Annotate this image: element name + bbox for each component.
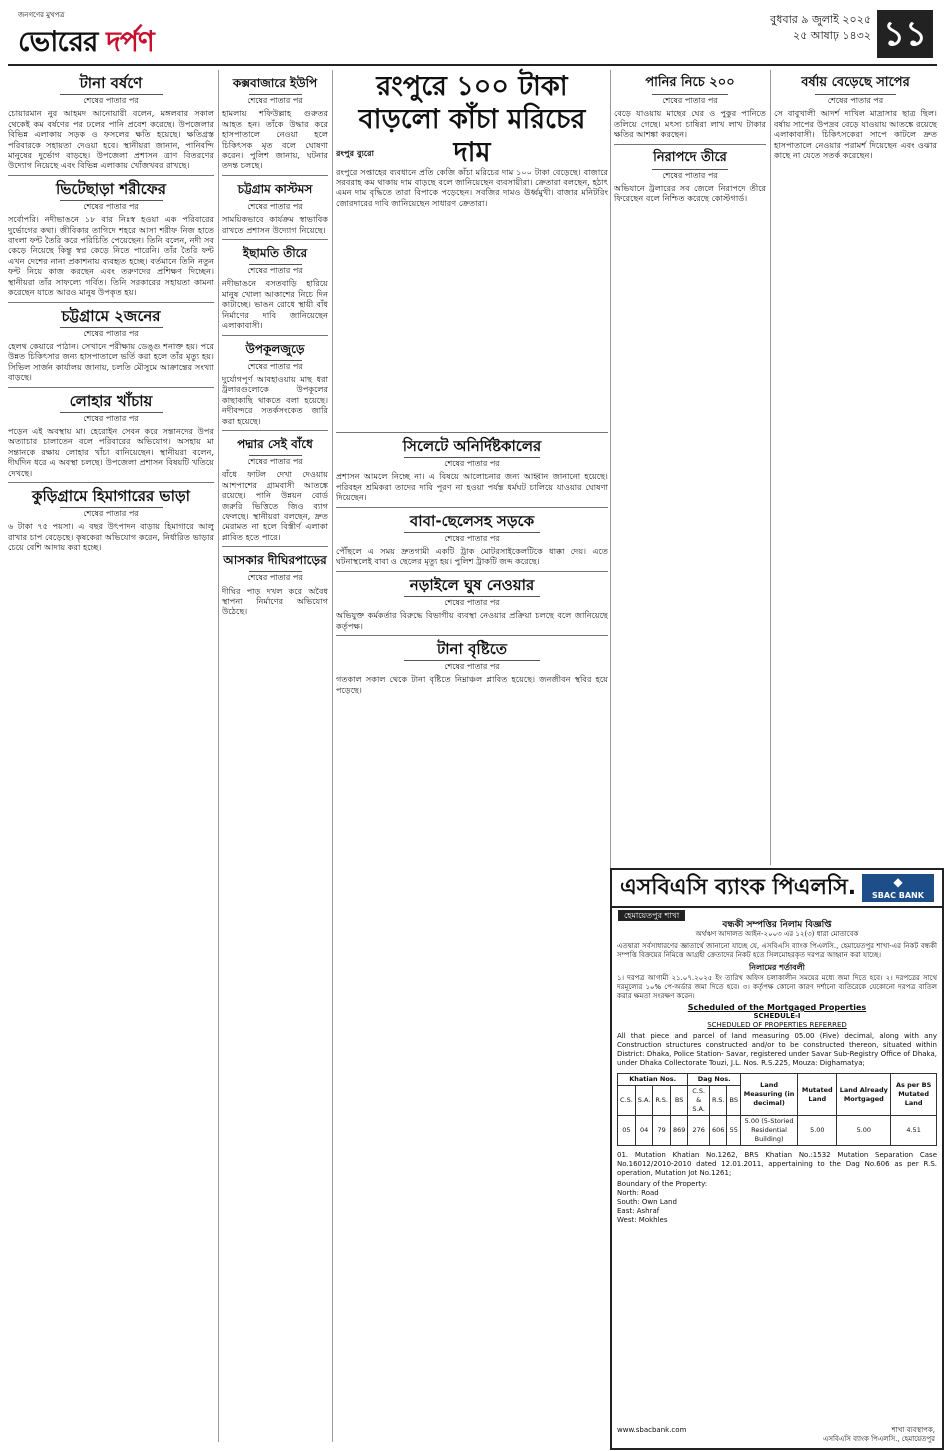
schedule-sub: SCHEDULE-I bbox=[753, 1012, 801, 1020]
schedule-title: Scheduled of the Mortgaged Properties bbox=[687, 1003, 867, 1012]
story-jump: শেষের পাতার পর bbox=[222, 455, 328, 467]
story-jump: শেষের পাতার পর bbox=[222, 360, 328, 372]
column-1 bbox=[8, 70, 214, 1442]
schedule-sub2: SCHEDULED OF PROPERTIES REFERRED bbox=[707, 1021, 847, 1029]
story-jump: শেষের পাতার পর bbox=[222, 571, 328, 583]
table-subheader: C.S. bbox=[618, 1086, 636, 1116]
table-header: Land Measuring (in decimal) bbox=[740, 1074, 797, 1116]
table-subheader: BS bbox=[727, 1086, 740, 1116]
byline: রংপুর ব্যুরো bbox=[336, 148, 375, 158]
story-body: পৌঁছলে এ সময় দ্রুতগামী একটি ট্রাক মোটরসাইকেলটিকে ধাক্কা দেয়। এতে ঘটনাস্থলেই বাবা ও ছেলের মৃত্যু হয়। পুলিশ ট্রাকটি জব্দ করেছে। bbox=[336, 546, 608, 567]
story-headline: সিলেটে অনির্দিষ্টকালের bbox=[402, 437, 542, 455]
story-jump: শেষের পাতার পর bbox=[614, 169, 766, 181]
column-divider bbox=[218, 70, 219, 1442]
table-subheader: S.A. bbox=[635, 1086, 653, 1116]
table-header: Mutated Land bbox=[798, 1074, 837, 1116]
column-divider bbox=[332, 70, 333, 1442]
story-body: সর্বোপরি। নদীভাঙনে ১৮ বার নিঃস্ব হওয়া এক পরিবারের দুর্ভোগের কথা। জীবিকার তাগিদে শহরে আসা শরীফ নিজ হাতে বাংলা ফন্ট তৈরি করে পরিচিতি পেয়েছেন। তিনি বলেন, নদী সব কেড়ে নিয়েছে কিন্তু স্বপ্ন কেড়ে নিতে পারেনি। তাঁর তৈরি ফন্ট এখন দেশের নানা প্রকাশনায় ব্যবহৃত হচ্ছে। বর্তমানে তিনি নতুন ফন্ট নিয়ে কাজ করছেন এবং তরুণদের প্রশিক্ষণ দিচ্ছেন। স্থানীয়রা তাঁর সাফল্যে গর্বিত। তিনি সরকারের সহায়তা কামনা করেছেন যাতে আরও মানুষ উপকৃত হয়। bbox=[8, 214, 214, 298]
story-body: দীঘির পাড় দখল করে অবৈধ স্থাপনা নির্মাণের অভিযোগ উঠেছে। bbox=[222, 585, 328, 617]
story-body: দুর্যোগপূর্ণ আবহাওয়ায় মাছ ধরা ট্রলারগুলোকে উপকূলের কাছাকাছি থাকতে বলা হয়েছে। নদীবন্দরে সতর্কসংকেত জারি করা হয়েছে। bbox=[222, 373, 328, 426]
table-subheader: R.S. bbox=[709, 1086, 727, 1116]
story-body: পড়েন এই অবস্থায় মা। হেরোইন সেবন করে সন্তানদের উপর অত্যাচার চালাতেন বলে পরিবারের অভিযোগ। অসহায় মা সন্তানকে রক্ষায় লোহার খাঁচা বানিয়েছেন। স্থানীয়রা বলেন, দীর্ঘদিন ধরে এ অবস্থা চলছে। উপজেলা প্রশাসন বিষয়টি খতিয়ে দেখছে। bbox=[8, 425, 214, 478]
story-body: বেড়ে যাওয়ায় মাছের ঘের ও পুকুর পানিতে তলিয়ে গেছে। মৎস্য চাষিরা লাখ লাখ টাকার ক্ষতির আশঙ্কা করছেন। bbox=[614, 108, 766, 140]
table-subheader: R.S. bbox=[653, 1086, 671, 1116]
story-body: হামলায় শফিউল্লাহ গুরুতর আহত হন। তাঁকে উদ্ধার করে হাসপাতালে নেওয়া হলে চিকিৎসক মৃত বলে ঘোষণা করেন। পুলিশ জানায়, ঘটনার তদন্ত চলছে। bbox=[222, 108, 328, 171]
story-body: ৬ টাকা ৭৫ পয়সা। এ বছর উৎপাদন বাড়ায় হিমাগারে আলু রাখার চাপ বেড়েছে। কৃষকেরা অভিযোগ করেন, নির্ধারিত ভাড়ার চেয়ে বেশি আদায় করা হচ্ছে। bbox=[8, 521, 214, 553]
story-headline: কক্সবাজারে ইউপি bbox=[232, 76, 318, 90]
story-body: বাঁধে ফাটল দেখা দেওয়ায় আশপাশের গ্রামবাসী আতঙ্কে রয়েছে। পানি উন্নয়ন বোর্ড জরুরি ভিত্তিতে জিও ব্যাগ ফেলছে। স্থানীয়রা বলছেন, দ্রুত মেরামত না হলে বিস্তীর্ণ এলাকা প্লাবিত হতে পারে। bbox=[222, 469, 328, 542]
column-2 bbox=[222, 70, 328, 1442]
bank-auction-ad bbox=[610, 868, 944, 1450]
story-headline: পানির নিচে ২০০ bbox=[645, 75, 735, 90]
story-headline: টানা বর্ষণে bbox=[79, 74, 143, 92]
story-headline: বাবা-ছেলেসহ সড়কে bbox=[409, 511, 535, 530]
story-jump: শেষের পাতার পর bbox=[336, 457, 608, 469]
story-headline: নড়াইলে ঘুষ নেওয়ার bbox=[409, 575, 535, 594]
branch-label: হেমায়েতপুর শাখা bbox=[618, 910, 685, 921]
story-body: অভিযানে ট্রলারের সব জেলে নিরাপদে তীরে ফিরেছেন বলে নিশ্চিত করেছে কোস্টগার্ড। bbox=[614, 183, 766, 204]
schedule-text: All that piece and parcel of land measuring 05.00 (Five) decimal, along with any Construction structures constructed and/or to be constructed thereon, situated within District: Dhaka, Police Station- Savar, registered under Savar Sub-Registry Office of Dhaka, under Dhaka Collectorate Touzi, J.L. Nos. R.S.225, Mouza: Dighamatya; bbox=[617, 1032, 937, 1067]
terms-text: ১। দরপত্র আগামী ২১.০৭.২০২৫ ইং তারিখ অফিস চলাকালীন সময়ের মধ্যে জমা দিতে হবে। ২। দরপত্রের সাথে দরমূল্যের ১০% পে-অর্ডার জমা দিতে হবে। ৩। কর্তৃপক্ষ কোনো কারণ দর্শানো ব্যতিরেকে যেকোনো দরপত্র বাতিল করার ক্ষমতা সংরক্ষণ করেন। bbox=[617, 974, 937, 1000]
story-headline: ইছামতি তীরে bbox=[242, 246, 308, 261]
story-body: হেলথ কেয়ারে পাঠান। সেখানে পরীক্ষায় ডেঙ্গু শনাক্ত হয়। পরে উন্নত চিকিৎসার জন্য হাসপাতালে ভর্তি করা হলে তাঁর মৃত্যু হয়। সিভিল সার্জন কার্যালয় জানায়, চলতি মৌসুমে আক্রান্তের সংখ্যা বাড়ছে। bbox=[8, 340, 214, 383]
bank-logo: ◆ SBAC BANK bbox=[862, 874, 934, 902]
table-header: Khatian Nos. bbox=[618, 1074, 688, 1086]
mutation-text: 01. Mutation Khatian No.1262, BRS Khatian No.:1532 Mutation Separation Case No.16012/2010-2010 dated 12.01.2011, appertaining to the Dag No.606 as per R.S. operation, Mutation Jot No.1261; bbox=[617, 1151, 937, 1177]
tagline: জনগণের মুখপত্র bbox=[18, 11, 65, 19]
story-headline: বর্ষায় বেড়েছে সাপের bbox=[801, 75, 910, 90]
story-headline: আসকার দীঘিরপাড়ের bbox=[223, 553, 327, 568]
page-number: ১১ bbox=[877, 10, 933, 58]
story-headline: নিরাপদে তীরে bbox=[653, 149, 727, 165]
story-headline: উপকূলজুড়ে bbox=[245, 341, 305, 356]
story-jump: শেষের পাতার পর bbox=[8, 200, 214, 212]
signer: শাখা ব্যবস্থাপক, এসবিএসি ব্যাংক পিএলসি., হেমায়েতপুর bbox=[823, 1426, 935, 1443]
table-subheader: BS bbox=[670, 1086, 687, 1116]
property-table bbox=[617, 1073, 937, 1146]
story-jump: শেষের পাতার পর bbox=[8, 507, 214, 519]
table-row: 05 04 79 869 276 606 55 5.00 (5-Storied Residential Building) 5.00 5.00 4.51 bbox=[618, 1116, 937, 1146]
ad-footer bbox=[617, 1426, 935, 1444]
table-subheader: C.S. & S.A. bbox=[688, 1086, 710, 1116]
column-5 bbox=[774, 70, 937, 865]
column-divider bbox=[770, 70, 771, 865]
column-4 bbox=[614, 70, 766, 865]
story-headline: চট্টগ্রামে ২জনের bbox=[61, 306, 161, 325]
table-header: Land Already Mortgaged bbox=[837, 1074, 891, 1116]
column-3 bbox=[336, 428, 608, 1442]
bank-website[interactable]: www.sbacbank.com bbox=[617, 1426, 687, 1434]
story-headline: চট্টগ্রাম কাস্টমস bbox=[237, 181, 313, 196]
story-jump: শেষের পাতার পর bbox=[8, 412, 214, 424]
masthead bbox=[8, 6, 937, 66]
story-body: রংপুরে সপ্তাহের ব্যবধানে প্রতি কেজি কাঁচা মরিচের দাম ১০০ টাকা বেড়েছে। বাজারে সরবরাহ কম থাকায় দাম বাড়ছে বলে জানিয়েছেন ব্যবসায়ীরা। ক্রেতারা বলছেন, হঠাৎ এমন দাম বৃদ্ধিতে তারা বিপাকে পড়েছেন। সবজির দামও ঊর্ধ্বমুখী। বাজার মনিটরিং জোরদারের দাবি জানিয়েছেন সাধারণ ক্রেতারা। bbox=[336, 166, 608, 208]
lead-headline: রংপুরে ১০০ টাকা বাড়লো কাঁচা মরিচের দাম bbox=[358, 71, 586, 168]
story-jump: শেষের পাতার পর bbox=[336, 660, 608, 672]
story-body: চোয়ারমান নুর আহমদ আনোয়ারী বলেন, মঙ্গলবার সকাল থেকেই কম বর্ষণের পর ঢলের পানি প্রবেশ করেছে। উপজেলার বিভিন্ন এলাকায় সড়ক ও ফসলের ক্ষতি হয়েছে। ক্ষতিগ্রস্ত পরিবারকে সহায়তা দেওয়া হবে। স্থানীয়রা জানান, পানিবন্দি মানুষের দুর্ভোগ বাড়ছে। উপজেলা প্রশাসন ত্রাণ বিতরণের উদ্যোগ নিয়েছে এবং বিভিন্ন এলাকায় খোঁজখবর রাখছে। bbox=[8, 108, 214, 171]
story-jump: শেষের পাতার পর bbox=[222, 264, 328, 276]
story-headline: পদ্মার সেই বাঁধে bbox=[237, 436, 313, 451]
weekday-date: বুধবার ৯ জুলাই ২০২৫ bbox=[770, 13, 871, 26]
newspaper-logo: ভোরের দর্পণ bbox=[18, 25, 154, 58]
table-header: Dag Nos. bbox=[688, 1074, 741, 1086]
story-jump: শেষের পাতার পর bbox=[336, 596, 608, 608]
terms-title: নিলামের শর্তাবলী bbox=[749, 963, 805, 972]
bangla-date: ২৫ আষাঢ় ১৪৩২ bbox=[793, 29, 871, 42]
story-body: সে বাবুখালী আদর্শ দাখিল মাদ্রাসার ছাত্র ছিল। বর্ষায় সাপের উপদ্রব বেড়ে যাওয়ায় আতঙ্কে রয়েছে এলাকাবাসী। চিকিৎসকেরা সাপে কাটলে দ্রুত হাসপাতালে নেওয়ার পরামর্শ দিয়েছেন এবং ওঝার কাছে না যেতে সতর্ক করেছেন। bbox=[774, 108, 937, 161]
story-body: সাময়িকভাবে কার্যক্রম স্বাভাবিক রাখতে প্রশাসন উদ্যোগ নিয়েছে। bbox=[222, 214, 328, 235]
story-headline: লোহার খাঁচায় bbox=[69, 391, 153, 410]
table-header: As per BS Mutated Land bbox=[891, 1074, 937, 1116]
story-jump: শেষের পাতার পর bbox=[222, 200, 328, 212]
story-jump: শেষের পাতার পর bbox=[8, 327, 214, 339]
story-body: প্রশাসন আমলে নিচ্ছে না। এ বিষয়ে আলোচনার জন্য আহ্বান জানানো হয়েছে। পরিবহন শ্রমিকরা তাদের দাবি পূরণ না হওয়া পর্যন্ত ধর্মঘট চালিয়ে যাওয়ার ঘোষণা দিয়েছেন। bbox=[336, 471, 608, 503]
story-headline: ভিটেছাড়া শরীফের bbox=[55, 179, 167, 198]
story-jump: শেষের পাতার পর bbox=[614, 94, 766, 106]
story-headline: টানা বৃষ্টিতে bbox=[437, 640, 507, 659]
story-body: গতকাল সকাল থেকে টানা বৃষ্টিতে নিম্নাঞ্চল প্লাবিত হয়েছে। জনজীবন স্থবির হয়ে পড়েছে। bbox=[336, 674, 608, 695]
lead-story bbox=[336, 148, 608, 418]
story-jump: শেষের পাতার পর bbox=[774, 94, 937, 106]
story-jump: শেষের পাতার পর bbox=[8, 94, 214, 106]
story-jump: শেষের পাতার পর bbox=[222, 94, 328, 106]
notice-intro: এতদ্বারা সর্বসাধারণের জ্ঞাতার্থে জানানো যাচ্ছে যে, এসবিএসি ব্যাংক পিএলসি., হেমায়েতপুর শাখা-এর নিকট বন্ধকী সম্পত্তি বিক্রয়ের নিমিত্তে আগ্রহী ক্রেতাদের নিকট হতে সিলমোহরকৃত দরপত্র আহ্বান করা যাচ্ছে। bbox=[617, 942, 937, 959]
notice-law: অর্থঋণ আদালত আইন-২০০৩ এর ১২(৩) ধারা মোতাবেক bbox=[695, 930, 859, 938]
boundary-text: Boundary of the Property: North: Road South: Own Land East: Ashraf West: Mokhles bbox=[617, 1180, 708, 1224]
ad-title: এসবিএসি ব্যাংক পিএলসি. bbox=[620, 875, 857, 900]
notice-title: বন্ধকী সম্পত্তির নিলাম বিজ্ঞপ্তি bbox=[722, 920, 832, 930]
story-headline: কুড়িগ্রামে হিমাগারের ভাড়া bbox=[31, 486, 191, 505]
story-body: অভিযুক্ত কর্মকর্তার বিরুদ্ধে বিভাগীয় ব্যবস্থা নেওয়ার প্রক্রিয়া চলছে বলে জানিয়েছে কর্তৃপক্ষ। bbox=[336, 610, 608, 631]
story-jump: শেষের পাতার পর bbox=[336, 532, 608, 544]
story-body: নদীভাঙনে বসতবাড়ি হারিয়ে মানুষ খোলা আকাশের নিচে দিন কাটাচ্ছে। ভাঙন রোধে স্থায়ী বাঁধ নির্মাণের দাবি জানিয়েছেন এলাকাবাসী। bbox=[222, 278, 328, 331]
date-box bbox=[770, 12, 871, 44]
